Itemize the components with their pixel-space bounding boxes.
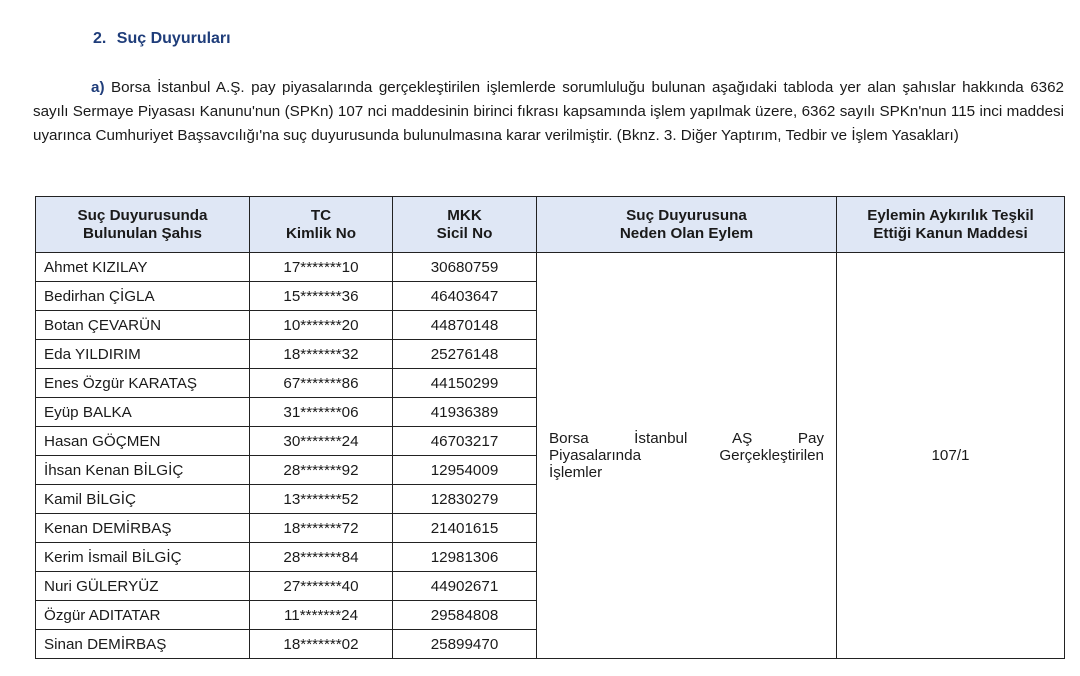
person-name: Botan ÇEVARÜN — [36, 311, 250, 340]
tc-id: 27*******40 — [250, 572, 393, 601]
header-law-article: Eylemin Aykırılık Teşkil Ettiği Kanun Maddesi — [837, 197, 1065, 253]
mkk-id: 21401615 — [393, 514, 537, 543]
person-name: Eda YILDIRIM — [36, 340, 250, 369]
tc-id: 18*******02 — [250, 630, 393, 659]
person-name: Hasan GÖÇMEN — [36, 427, 250, 456]
action-line-2: Piyasalarında Gerçekleştirilen — [549, 447, 824, 464]
tc-id: 11*******24 — [250, 601, 393, 630]
tc-id: 10*******20 — [250, 311, 393, 340]
mkk-id: 12954009 — [393, 456, 537, 485]
criminal-complaint-table — [35, 196, 1065, 659]
person-name: Enes Özgür KARATAŞ — [36, 369, 250, 398]
table-row — [36, 253, 1065, 282]
tc-id: 31*******06 — [250, 398, 393, 427]
section-title-text: Suç Duyuruları — [116, 30, 231, 47]
tc-id: 18*******72 — [250, 514, 393, 543]
person-name: Sinan DEMİRBAŞ — [36, 630, 250, 659]
section-number: 2. — [93, 30, 107, 47]
person-name: Nuri GÜLERYÜZ — [36, 572, 250, 601]
person-name: Bedirhan ÇİGLA — [36, 282, 250, 311]
tc-id: 28*******92 — [250, 456, 393, 485]
decision-paragraph — [33, 76, 1064, 148]
mkk-id: 44870148 — [393, 311, 537, 340]
mkk-id: 30680759 — [393, 253, 537, 282]
tc-id: 67*******86 — [250, 369, 393, 398]
section-title — [93, 30, 231, 48]
paragraph-label: a) — [91, 79, 105, 96]
mkk-id: 12981306 — [393, 543, 537, 572]
mkk-id: 25899470 — [393, 630, 537, 659]
tc-id: 30*******24 — [250, 427, 393, 456]
mkk-id: 44902671 — [393, 572, 537, 601]
person-name: Kerim İsmail BİLGİÇ — [36, 543, 250, 572]
person-name: Kenan DEMİRBAŞ — [36, 514, 250, 543]
tc-id: 13*******52 — [250, 485, 393, 514]
person-name: Özgür ADITATAR — [36, 601, 250, 630]
mkk-id: 44150299 — [393, 369, 537, 398]
mkk-id: 12830279 — [393, 485, 537, 514]
header-tc-id: TC Kimlik No — [250, 197, 393, 253]
header-person: Suç Duyurusunda Bulunulan Şahıs — [36, 197, 250, 253]
mkk-id: 46403647 — [393, 282, 537, 311]
tc-id: 18*******32 — [250, 340, 393, 369]
mkk-id: 29584808 — [393, 601, 537, 630]
person-name: Kamil BİLGİÇ — [36, 485, 250, 514]
mkk-id: 25276148 — [393, 340, 537, 369]
action-line-3: İşlemler — [549, 464, 603, 481]
mkk-id: 41936389 — [393, 398, 537, 427]
paragraph-text: Borsa İstanbul A.Ş. pay piyasalarında gerçekleştirilen işlemlerde sorumluluğu bulunan aşağıdaki tabloda yer alan şahıslar hakkında 6362 sayılı Sermaye Piyasası Kanunu'nun (SPKn) 107 nci maddesinin birinci fıkrası kapsamında işlem yapılmak üzere, 6362 sayılı SPKn'nun 115 inci maddesi uyarınca Cumhuriyet Başsavcılığı'na suç duyurusunda bulunulmasına karar verilmiştir. (Bknz. 3. Diğer Yaptırım, Tedbir ve İşlem Yasakları) — [33, 79, 1064, 144]
action-cell — [537, 253, 837, 659]
person-name: Eyüp BALKA — [36, 398, 250, 427]
person-name: İhsan Kenan BİLGİÇ — [36, 456, 250, 485]
header-action: Suç Duyurusuna Neden Olan Eylem — [537, 197, 837, 253]
tc-id: 28*******84 — [250, 543, 393, 572]
table-header-row — [36, 197, 1065, 253]
law-article: 107/1 — [837, 253, 1065, 659]
header-mkk-id: MKK Sicil No — [393, 197, 537, 253]
tc-id: 17*******10 — [250, 253, 393, 282]
tc-id: 15*******36 — [250, 282, 393, 311]
action-line-1: Borsa İstanbul AŞ Pay — [549, 430, 824, 447]
mkk-id: 46703217 — [393, 427, 537, 456]
person-name: Ahmet KIZILAY — [36, 253, 250, 282]
